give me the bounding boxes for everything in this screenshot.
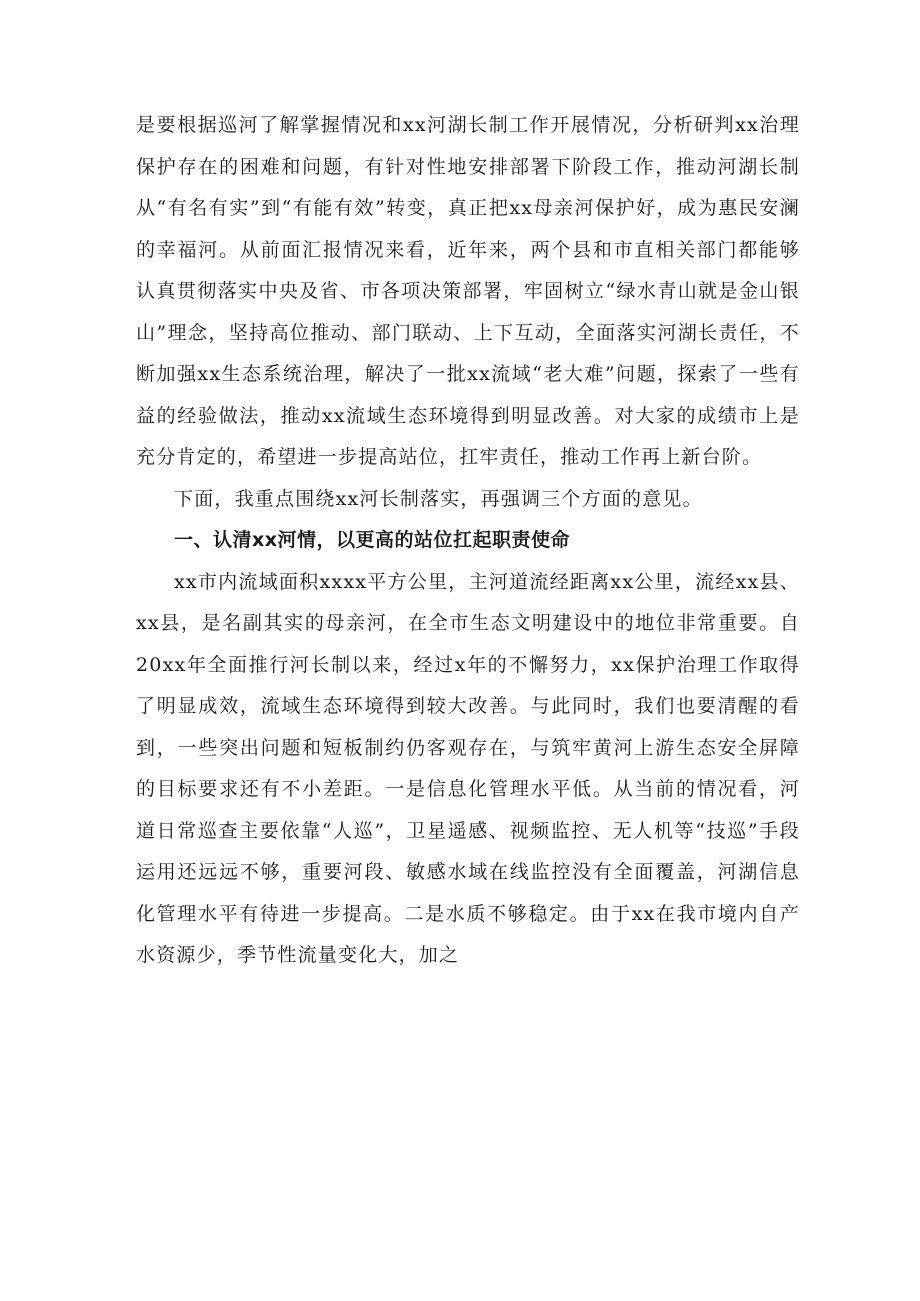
paragraph-continuation: 是要根据巡河了解掌握情况和xx河湖长制工作开展情况，分析研判xx治理保护存在的困难和问题，有针对性地安排部署下阶段工作，推动河湖长制从“有名有实”到“有能有效”转变，真正把xx母亲河保护好，成为惠民安澜的幸福河。从前面汇报情况来看，近年来，两个县和市直相关部门都能够认真贯彻落实中央及省、市各项决策部署，牢固树立“绿水青山就是金山银山”理念，坚持高位推动、部门联动、上下互动，全面落实河湖长责任，不断加强xx生态系统治理，解决了一批xx流域“老大难”问题，探索了一些有益的经验做法，推动xx流域生态环境得到明显改善。对大家的成绩市上是充分肯定的，希望进一步提高站位，扛牢责任，推动工作再上新台阶。 bbox=[136, 114, 800, 468]
section-heading-1: 一、认清xx河情，以更高的站位扛起职责使命 bbox=[174, 529, 571, 551]
paragraph-transition: 下面，我重点围绕xx河长制落实，再强调三个方面的意见。 bbox=[174, 487, 703, 510]
paragraph-section-1-body: xx市内流域面积xxxx平方公里，主河道流经距离xx公里，流经xx县、xx县，是名副其实的母亲河，在全市生态文明建设中的地位非常重要。自20xx年全面推行河长制以来，经过x年的不懈努力，xx保护治理工作取得了明显成效，流域生态环境得到较大改善。与此同时，我们也要清醒的看到，一些突出问题和短板制约仍客观存在，与筑牢黄河上游生态安全屏障的目标要求还有不小差距。一是信息化管理水平低。从当前的情况看，河道日常巡查主要依靠“人巡”，卫星遥感、视频监控、无人机等“技巡”手段运用还远远不够，重要河段、敏感水域在线监控没有全面覆盖，河湖信息化管理水平有待进一步提高。二是水质不够稳定。由于xx在我市境内自产水资源少，季节性流量变化大，加之 bbox=[136, 570, 800, 966]
document-body bbox=[136, 105, 800, 977]
